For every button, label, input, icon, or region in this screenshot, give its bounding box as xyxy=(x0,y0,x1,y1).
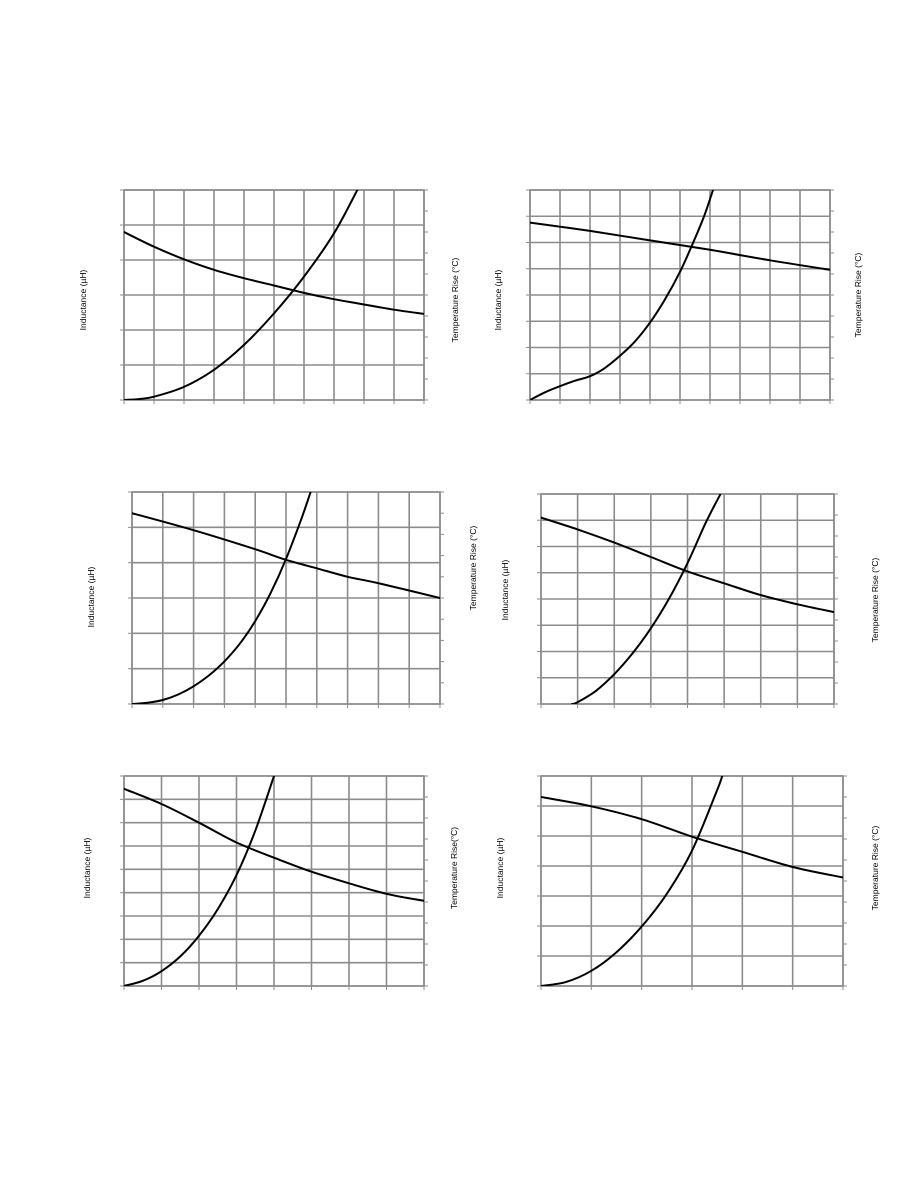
y-axis-label-temperature-rise: Temperature Rise (°C) xyxy=(468,525,478,611)
y-axis-label-temperature-rise: Temperature Rise (°C) xyxy=(870,557,880,643)
y-axis-label-temperature-rise: Temperature Rise(°C) xyxy=(449,826,459,910)
temperature-rise-curve xyxy=(541,776,722,986)
chart-svg xyxy=(495,485,890,715)
y-axis-label-inductance: Inductance (µH) xyxy=(86,566,96,628)
chart-panel-5 xyxy=(75,766,475,996)
chart-svg xyxy=(485,180,885,410)
chart-panel-6 xyxy=(488,766,888,996)
chart-panel-3 xyxy=(80,482,490,714)
chart-svg xyxy=(70,180,470,410)
y-axis-label-inductance: Inductance (µH) xyxy=(78,269,88,331)
chart-panel-4 xyxy=(495,485,890,715)
y-axis-label-temperature-rise: Temperature Rise (°C) xyxy=(450,257,460,343)
chart-panel-1 xyxy=(70,180,470,410)
y-axis-label-inductance: Inductance (µH) xyxy=(495,837,505,899)
chart-svg xyxy=(80,482,490,714)
y-axis-label-inductance: Inductance (µH) xyxy=(500,559,510,621)
y-axis-label-temperature-rise: Temperature Rise (°C) xyxy=(870,825,880,911)
y-axis-label-temperature-rise: Temperature Rise (°C) xyxy=(853,252,863,338)
y-axis-label-inductance: Inductance (µH) xyxy=(82,837,92,899)
chart-svg xyxy=(75,766,475,996)
chart-svg xyxy=(488,766,888,996)
chart-panel-2 xyxy=(485,180,885,410)
y-axis-label-inductance: Inductance (µH) xyxy=(493,269,503,331)
